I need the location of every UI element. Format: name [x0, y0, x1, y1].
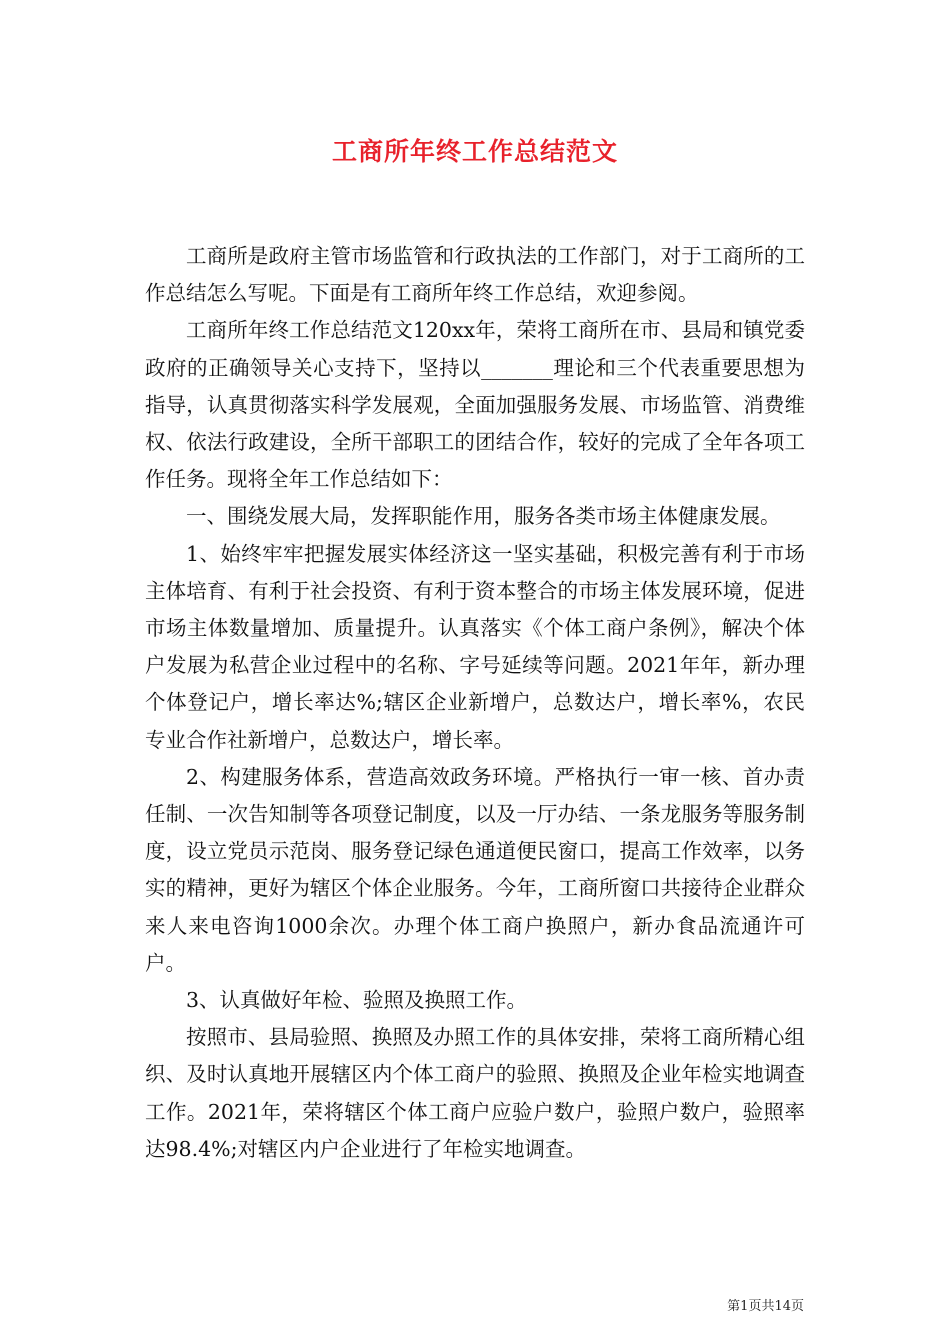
page-number-footer: 第1页共14页	[727, 1299, 804, 1314]
document-body	[145, 238, 805, 1168]
paragraph-item-3-body: 按照市、县局验照、换照及办照工作的具体安排，荣将工商所精心组织、及时认真地开展辖区内个体工商户的验照、换照及企业年检实地调查工作。2021年，荣将辖区个体工商户应验户数户，验照户数户，验照率达98.4%;对辖区内户企业进行了年检实地调查。	[145, 1025, 805, 1161]
paragraph-overview: 工商所年终工作总结范文120xx年，荣将工商所在市、县局和镇党委政府的正确领导关心支持下，坚持以_______理论和三个代表重要思想为指导，认真贯彻落实科学发展观，全面加强服务发展、市场监管、消费维权、依法行政建设，全所干部职工的团结合作，较好的完成了全年各项工作任务。现将全年工作总结如下：	[145, 318, 805, 492]
paragraph-item-2: 2、构建服务体系，营造高效政务环境。严格执行一审一核、首办责任制、一次告知制等各项登记制度，以及一厅办结、一条龙服务等服务制度，设立党员示范岗、服务登记绿色通道便民窗口，提高工作效率，以务实的精神，更好为辖区个体企业服务。今年，工商所窗口共接待企业群众来人来电咨询1000余次。办理个体工商户换照户，新办食品流通许可户。	[145, 764, 805, 975]
paragraph-item-3-heading: 3、认真做好年检、验照及换照工作。	[186, 988, 528, 1013]
document-title: 工商所年终工作总结范文	[331, 137, 618, 166]
paragraph-intro: 工商所是政府主管市场监管和行政执法的工作部门，对于工商所的工作总结怎么写呢。下面是有工商所年终工作总结，欢迎参阅。	[145, 244, 805, 306]
section-heading-1: 一、围绕发展大局，发挥职能作用，服务各类市场主体健康发展。	[186, 504, 781, 529]
paragraph-item-1: 1、始终牢牢把握发展实体经济这一坚实基础，积极完善有利于市场主体培育、有利于社会投资、有利于资本整合的市场主体发展环境，促进市场主体数量增加、质量提升。认真落实《个体工商户条例》，解决个体户发展为私营企业过程中的名称、字号延续等问题。2021年年，新办理个体登记户，增长率达%;辖区企业新增户，总数达户，增长率%，农民专业合作社新增户，总数达户，增长率。	[145, 541, 805, 752]
